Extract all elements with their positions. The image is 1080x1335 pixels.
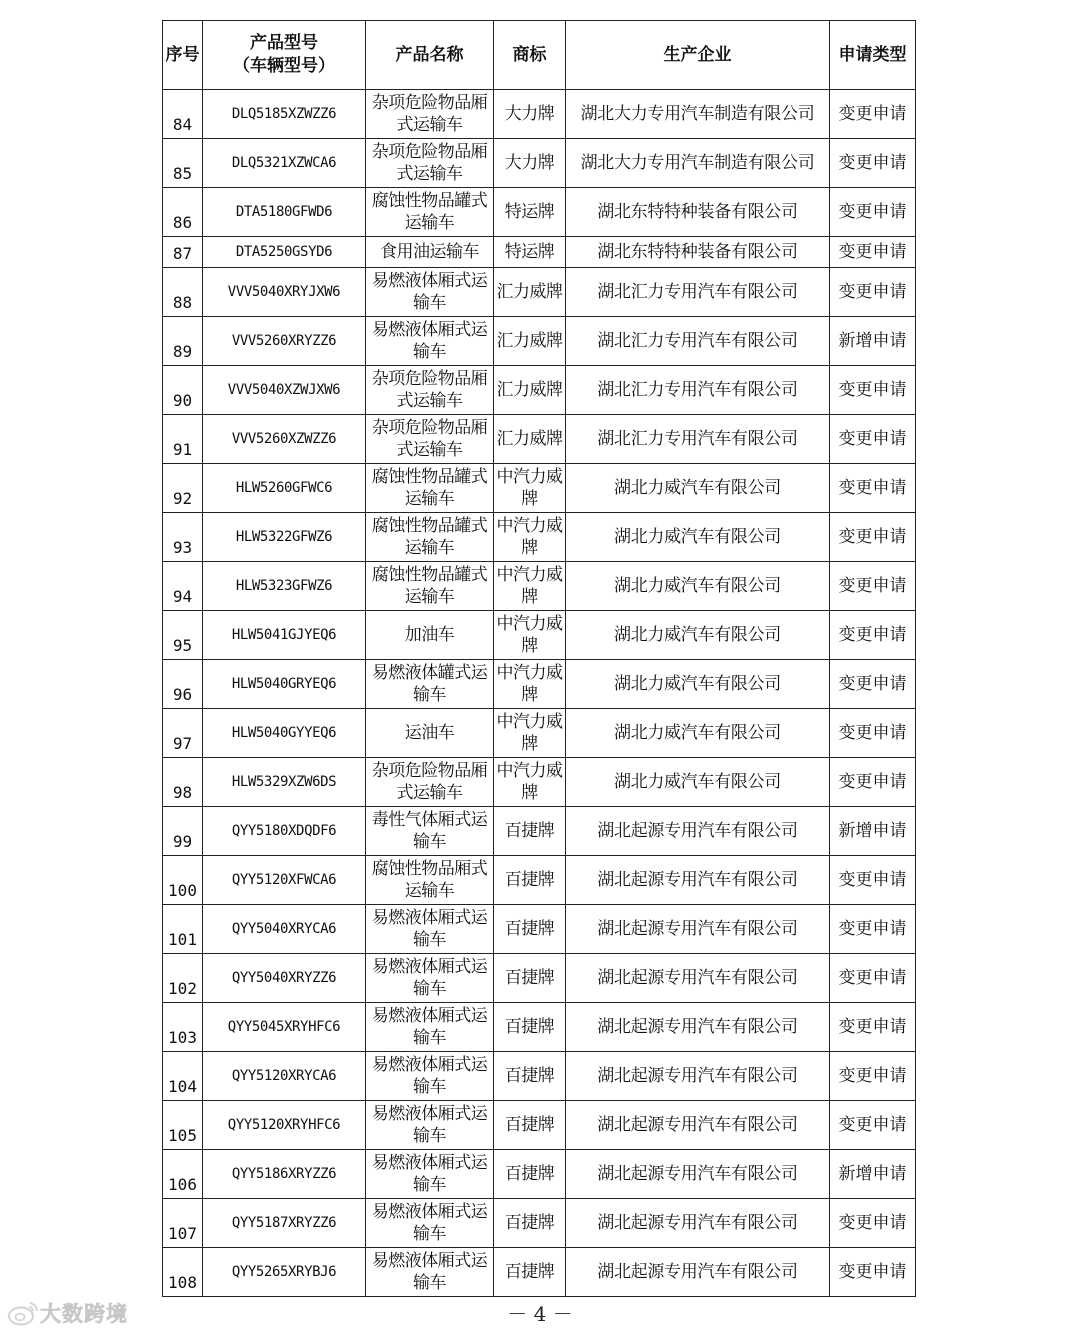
cell-type: 变更申请 [830, 758, 916, 807]
cell-product-name: 易燃液体厢式运输车 [366, 1003, 494, 1052]
cell-type: 变更申请 [830, 954, 916, 1003]
cell-company: 湖北汇力专用汽车有限公司 [566, 415, 830, 464]
header-model [203, 21, 366, 90]
cell-type: 变更申请 [830, 464, 916, 513]
header-company: 生产企业 [566, 21, 830, 90]
cell-index: 106 [163, 1150, 203, 1199]
cell-brand: 百捷牌 [494, 905, 566, 954]
cell-company: 湖北起源专用汽车有限公司 [566, 954, 830, 1003]
cell-type: 新增申请 [830, 807, 916, 856]
table-row [163, 139, 916, 188]
cell-model: VVV5040XZWJXW6 [203, 366, 366, 415]
header-brand: 商标 [494, 21, 566, 90]
cell-brand: 百捷牌 [494, 1248, 566, 1297]
cell-index: 100 [163, 856, 203, 905]
cell-model: DTA5180GFWD6 [203, 188, 366, 237]
cell-model: VVV5260XRYZZ6 [203, 317, 366, 366]
header-model-line2: （车辆型号） [233, 56, 335, 76]
page-number: － 4 － [507, 1302, 573, 1326]
cell-type: 变更申请 [830, 1052, 916, 1101]
cell-index: 86 [163, 188, 203, 237]
cell-model: QYY5045XRYHFC6 [203, 1003, 366, 1052]
cell-company: 湖北起源专用汽车有限公司 [566, 1101, 830, 1150]
cell-brand: 百捷牌 [494, 1003, 566, 1052]
cell-product-name: 易燃液体厢式运输车 [366, 905, 494, 954]
cell-brand: 百捷牌 [494, 807, 566, 856]
cell-company: 湖北力威汽车有限公司 [566, 562, 830, 611]
table-row [163, 660, 916, 709]
cell-product-name: 腐蚀性物品罐式运输车 [366, 188, 494, 237]
cell-model: HLW5040GRYEQ6 [203, 660, 366, 709]
cell-brand: 百捷牌 [494, 1052, 566, 1101]
cell-company: 湖北大力专用汽车制造有限公司 [566, 139, 830, 188]
cell-model: DLQ5185XZWZZ6 [203, 90, 366, 139]
cell-brand: 汇力威牌 [494, 366, 566, 415]
table-header-row [163, 21, 916, 90]
cell-model: QYY5040XRYZZ6 [203, 954, 366, 1003]
cell-index: 101 [163, 905, 203, 954]
cell-company: 湖北东特特种装备有限公司 [566, 237, 830, 268]
cell-company: 湖北起源专用汽车有限公司 [566, 1248, 830, 1297]
cell-brand: 百捷牌 [494, 954, 566, 1003]
cell-model: QYY5040XRYCA6 [203, 905, 366, 954]
cell-brand: 中汽力威牌 [494, 464, 566, 513]
table-row [163, 905, 916, 954]
cell-product-name: 易燃液体厢式运输车 [366, 1150, 494, 1199]
cell-type: 变更申请 [830, 366, 916, 415]
cell-brand: 中汽力威牌 [494, 562, 566, 611]
cell-product-name: 易燃液体厢式运输车 [366, 317, 494, 366]
cell-brand: 中汽力威牌 [494, 513, 566, 562]
table-row [163, 954, 916, 1003]
cell-company: 湖北力威汽车有限公司 [566, 660, 830, 709]
cell-index: 97 [163, 709, 203, 758]
cell-company: 湖北起源专用汽车有限公司 [566, 905, 830, 954]
table-row [163, 1199, 916, 1248]
cell-type: 变更申请 [830, 139, 916, 188]
cell-brand: 百捷牌 [494, 1101, 566, 1150]
cell-product-name: 易燃液体罐式运输车 [366, 660, 494, 709]
vehicle-product-table [162, 20, 916, 1297]
cell-brand: 百捷牌 [494, 1199, 566, 1248]
table-row [163, 90, 916, 139]
cell-index: 102 [163, 954, 203, 1003]
cell-brand: 中汽力威牌 [494, 709, 566, 758]
cell-brand: 大力牌 [494, 139, 566, 188]
cell-model: HLW5322GFWZ6 [203, 513, 366, 562]
cell-product-name: 腐蚀性物品厢式运输车 [366, 856, 494, 905]
cell-type: 变更申请 [830, 562, 916, 611]
header-model-line1: 产品型号 [250, 33, 318, 53]
cell-brand: 中汽力威牌 [494, 611, 566, 660]
cell-model: HLW5329XZW6DS [203, 758, 366, 807]
table-row [163, 415, 916, 464]
cell-index: 104 [163, 1052, 203, 1101]
cell-brand: 汇力威牌 [494, 317, 566, 366]
cell-product-name: 易燃液体厢式运输车 [366, 1101, 494, 1150]
cell-product-name: 腐蚀性物品罐式运输车 [366, 513, 494, 562]
table-row [163, 1052, 916, 1101]
table-row [163, 709, 916, 758]
cell-index: 85 [163, 139, 203, 188]
table-row [163, 464, 916, 513]
cell-type: 变更申请 [830, 611, 916, 660]
cell-index: 108 [163, 1248, 203, 1297]
cell-product-name: 杂项危险物品厢式运输车 [366, 90, 494, 139]
cell-product-name: 易燃液体厢式运输车 [366, 268, 494, 317]
cell-index: 84 [163, 90, 203, 139]
watermark [6, 1298, 128, 1328]
weibo-logo-icon [6, 1299, 40, 1327]
cell-product-name: 杂项危险物品厢式运输车 [366, 366, 494, 415]
cell-model: QYY5187XRYZZ6 [203, 1199, 366, 1248]
cell-brand: 特运牌 [494, 188, 566, 237]
cell-product-name: 腐蚀性物品罐式运输车 [366, 464, 494, 513]
cell-type: 变更申请 [830, 856, 916, 905]
cell-model: QYY5180XDQDF6 [203, 807, 366, 856]
cell-index: 90 [163, 366, 203, 415]
cell-type: 变更申请 [830, 415, 916, 464]
cell-company: 湖北汇力专用汽车有限公司 [566, 317, 830, 366]
cell-model: QYY5120XRYCA6 [203, 1052, 366, 1101]
cell-model: HLW5260GFWC6 [203, 464, 366, 513]
cell-product-name: 杂项危险物品厢式运输车 [366, 758, 494, 807]
cell-product-name: 加油车 [366, 611, 494, 660]
table-row [163, 562, 916, 611]
cell-brand: 中汽力威牌 [494, 660, 566, 709]
cell-company: 湖北汇力专用汽车有限公司 [566, 268, 830, 317]
cell-type: 变更申请 [830, 709, 916, 758]
cell-index: 89 [163, 317, 203, 366]
cell-index: 95 [163, 611, 203, 660]
header-name: 产品名称 [366, 21, 494, 90]
cell-company: 湖北起源专用汽车有限公司 [566, 1150, 830, 1199]
cell-index: 87 [163, 237, 203, 268]
cell-product-name: 食用油运输车 [366, 237, 494, 268]
table-row [163, 1248, 916, 1297]
watermark-text: 大数跨境 [40, 1302, 128, 1326]
cell-index: 105 [163, 1101, 203, 1150]
table-row [163, 188, 916, 237]
cell-company: 湖北力威汽车有限公司 [566, 513, 830, 562]
cell-model: QYY5120XRYHFC6 [203, 1101, 366, 1150]
cell-model: HLW5040GYYEQ6 [203, 709, 366, 758]
cell-type: 新增申请 [830, 1150, 916, 1199]
cell-model: QYY5265XRYBJ6 [203, 1248, 366, 1297]
table-row [163, 237, 916, 268]
cell-model: DTA5250GSYD6 [203, 237, 366, 268]
cell-brand: 百捷牌 [494, 1150, 566, 1199]
cell-type: 变更申请 [830, 1003, 916, 1052]
cell-type: 变更申请 [830, 90, 916, 139]
cell-product-name: 易燃液体厢式运输车 [366, 1248, 494, 1297]
cell-index: 99 [163, 807, 203, 856]
table-row [163, 611, 916, 660]
cell-type: 变更申请 [830, 188, 916, 237]
cell-company: 湖北大力专用汽车制造有限公司 [566, 90, 830, 139]
cell-company: 湖北起源专用汽车有限公司 [566, 856, 830, 905]
cell-company: 湖北起源专用汽车有限公司 [566, 807, 830, 856]
cell-index: 92 [163, 464, 203, 513]
cell-brand: 百捷牌 [494, 856, 566, 905]
cell-index: 103 [163, 1003, 203, 1052]
header-type: 申请类型 [830, 21, 916, 90]
table-row [163, 1150, 916, 1199]
cell-model: VVV5040XRYJXW6 [203, 268, 366, 317]
cell-product-name: 易燃液体厢式运输车 [366, 1052, 494, 1101]
cell-type: 变更申请 [830, 660, 916, 709]
cell-index: 91 [163, 415, 203, 464]
cell-company: 湖北起源专用汽车有限公司 [566, 1199, 830, 1248]
cell-company: 湖北起源专用汽车有限公司 [566, 1052, 830, 1101]
table-row [163, 366, 916, 415]
cell-company: 湖北力威汽车有限公司 [566, 464, 830, 513]
cell-type: 变更申请 [830, 1248, 916, 1297]
cell-product-name: 毒性气体厢式运输车 [366, 807, 494, 856]
cell-brand: 汇力威牌 [494, 268, 566, 317]
table-row [163, 1003, 916, 1052]
cell-index: 96 [163, 660, 203, 709]
cell-product-name: 易燃液体厢式运输车 [366, 1199, 494, 1248]
cell-brand: 大力牌 [494, 90, 566, 139]
cell-index: 88 [163, 268, 203, 317]
cell-model: QYY5186XRYZZ6 [203, 1150, 366, 1199]
table-row [163, 1101, 916, 1150]
cell-model: QYY5120XFWCA6 [203, 856, 366, 905]
cell-product-name: 易燃液体厢式运输车 [366, 954, 494, 1003]
cell-type: 变更申请 [830, 268, 916, 317]
cell-product-name: 杂项危险物品厢式运输车 [366, 139, 494, 188]
cell-company: 湖北起源专用汽车有限公司 [566, 1003, 830, 1052]
cell-product-name: 腐蚀性物品罐式运输车 [366, 562, 494, 611]
cell-type: 变更申请 [830, 1101, 916, 1150]
cell-type: 变更申请 [830, 237, 916, 268]
cell-model: DLQ5321XZWCA6 [203, 139, 366, 188]
cell-index: 107 [163, 1199, 203, 1248]
cell-product-name: 运油车 [366, 709, 494, 758]
header-index: 序号 [163, 21, 203, 90]
table-row [163, 856, 916, 905]
cell-product-name: 杂项危险物品厢式运输车 [366, 415, 494, 464]
cell-index: 94 [163, 562, 203, 611]
cell-type: 新增申请 [830, 317, 916, 366]
cell-type: 变更申请 [830, 513, 916, 562]
table-row [163, 758, 916, 807]
cell-brand: 汇力威牌 [494, 415, 566, 464]
table-row [163, 268, 916, 317]
cell-model: VVV5260XZWZZ6 [203, 415, 366, 464]
table-row [163, 513, 916, 562]
cell-index: 93 [163, 513, 203, 562]
cell-index: 98 [163, 758, 203, 807]
table-row [163, 807, 916, 856]
cell-company: 湖北力威汽车有限公司 [566, 709, 830, 758]
cell-brand: 中汽力威牌 [494, 758, 566, 807]
cell-brand: 特运牌 [494, 237, 566, 268]
table-body [163, 90, 916, 1297]
cell-company: 湖北汇力专用汽车有限公司 [566, 366, 830, 415]
cell-model: HLW5323GFWZ6 [203, 562, 366, 611]
table-row [163, 317, 916, 366]
cell-type: 变更申请 [830, 1199, 916, 1248]
cell-model: HLW5041GJYEQ6 [203, 611, 366, 660]
cell-type: 变更申请 [830, 905, 916, 954]
cell-company: 湖北力威汽车有限公司 [566, 611, 830, 660]
cell-company: 湖北东特特种装备有限公司 [566, 188, 830, 237]
cell-company: 湖北力威汽车有限公司 [566, 758, 830, 807]
